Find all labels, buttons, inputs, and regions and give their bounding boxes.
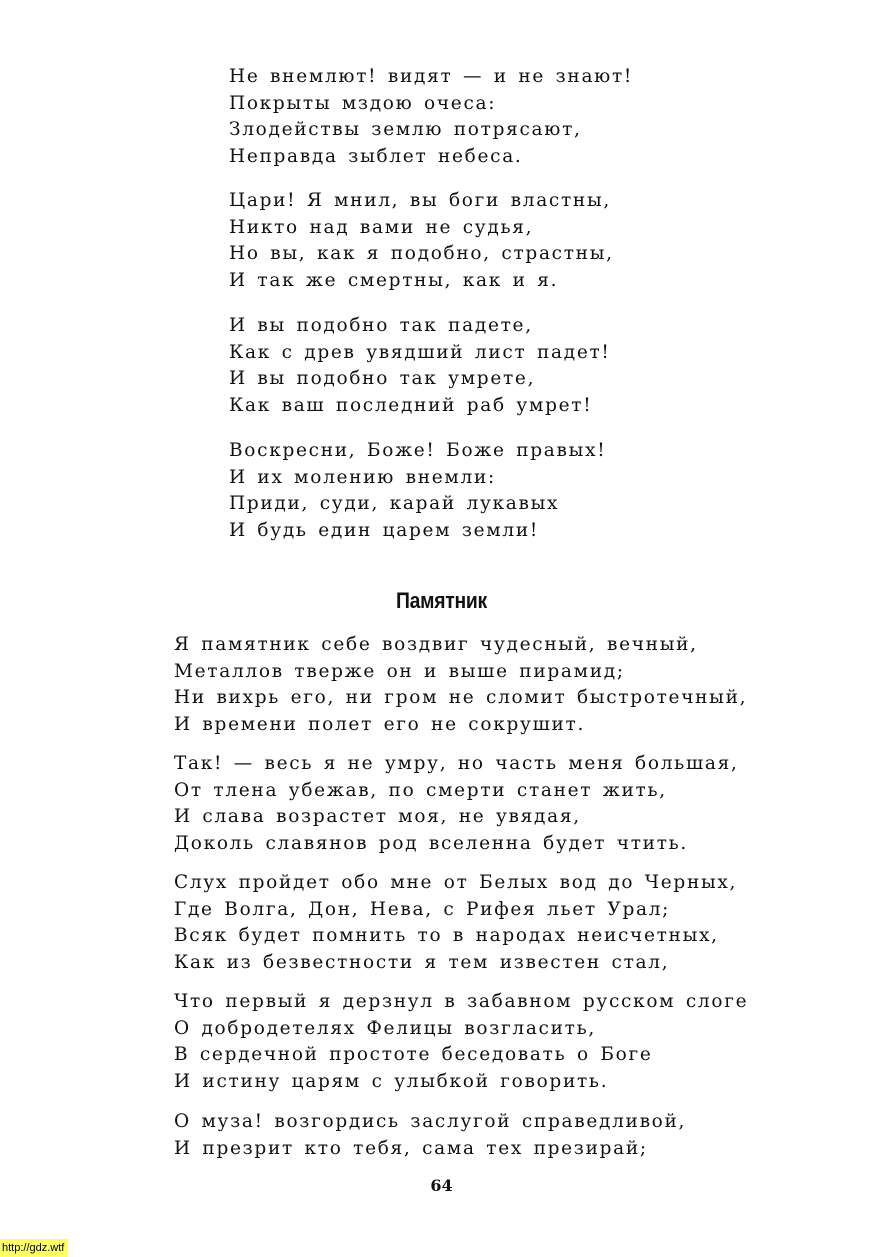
verse-line: Неправда зыблет небеса.: [229, 145, 523, 167]
verse-line: Как из безвестности я тем известен стал,: [174, 951, 670, 973]
stanza: [174, 870, 737, 976]
verse-line: Приди, суди, карай лукавых: [229, 493, 560, 514]
stanza: [174, 751, 739, 857]
watermark-link[interactable]: http://gdz.wtf: [0, 1239, 68, 1257]
verse-line: Воскресни, Боже! Боже правых!: [229, 440, 607, 461]
verse-line: И будь един царем земли!: [229, 519, 539, 541]
stanza: [174, 989, 748, 1095]
stanza: [174, 1109, 686, 1162]
verse-line: Цари! Я мнил, вы боги властны,: [229, 190, 611, 211]
stanza: [229, 188, 614, 294]
verse-line: Как с древ увядший лист падет!: [229, 341, 611, 363]
stanza: [229, 313, 611, 419]
verse-line: Ни вихрь его, ни гром не сломит быстротечный,: [174, 687, 748, 708]
page-number: 64: [430, 1176, 453, 1195]
verse-line: Злодействы землю потрясают,: [229, 119, 582, 140]
verse-line: Как ваш последний раб умрет!: [229, 394, 593, 416]
verse-line: Но вы, как я подобно, страстны,: [229, 243, 614, 264]
poem-title: Памятник: [396, 588, 487, 613]
verse-line: Слух пройдет обо мне от Белых вод до Черных,: [174, 872, 738, 893]
stanza: [229, 64, 633, 170]
verse-line: И вы подобно так падете,: [229, 315, 533, 336]
verse-line: И вы подобно так умрете,: [229, 368, 536, 389]
verse-line: О добродетелях Фелицы возгласить,: [174, 1017, 596, 1039]
stanza: [229, 438, 606, 544]
verse-line: И так же смертны, как и я.: [229, 269, 559, 291]
verse-line: Всяк будет помнить то в народах неисчетных,: [174, 925, 719, 946]
verse-line: О муза! возгордись заслугой справедливой,: [174, 1111, 687, 1132]
verse-line: Я памятник себе воздвиг чудесный, вечный,: [174, 634, 698, 655]
verse-line: Так! — весь я не умру, но часть меня большая,: [174, 753, 739, 774]
stanza: [174, 632, 747, 738]
verse-line: Что первый я дерзнул в забавном русском слоге: [174, 991, 749, 1012]
verse-line: Никто над вами не судья,: [229, 216, 534, 238]
verse-line: И истину царям с улыбкой говорить.: [174, 1070, 609, 1092]
verse-line: Не внемлют! видят — и не знают!: [229, 66, 634, 87]
verse-line: Металлов тверже он и выше пирамид;: [174, 660, 625, 682]
verse-line: И времени полет его не сокрушит.: [174, 713, 586, 735]
verse-line: От тлена убежав, по смерти станет жить,: [174, 779, 667, 801]
verse-line: И их молению внемли:: [229, 466, 496, 488]
verse-line: Доколь славянов род вселенна будет чтить.: [174, 832, 688, 854]
verse-line: Где Волга, Дон, Нева, с Рифея льет Урал;: [174, 898, 671, 920]
verse-line: Покрыты мздою очеса:: [229, 92, 497, 114]
verse-line: И слава возрастет моя, не увядая,: [174, 806, 581, 827]
verse-line: И презрит кто тебя, сама тех презирай;: [174, 1137, 648, 1159]
verse-line: В сердечной простоте беседовать о Боге: [174, 1044, 653, 1065]
